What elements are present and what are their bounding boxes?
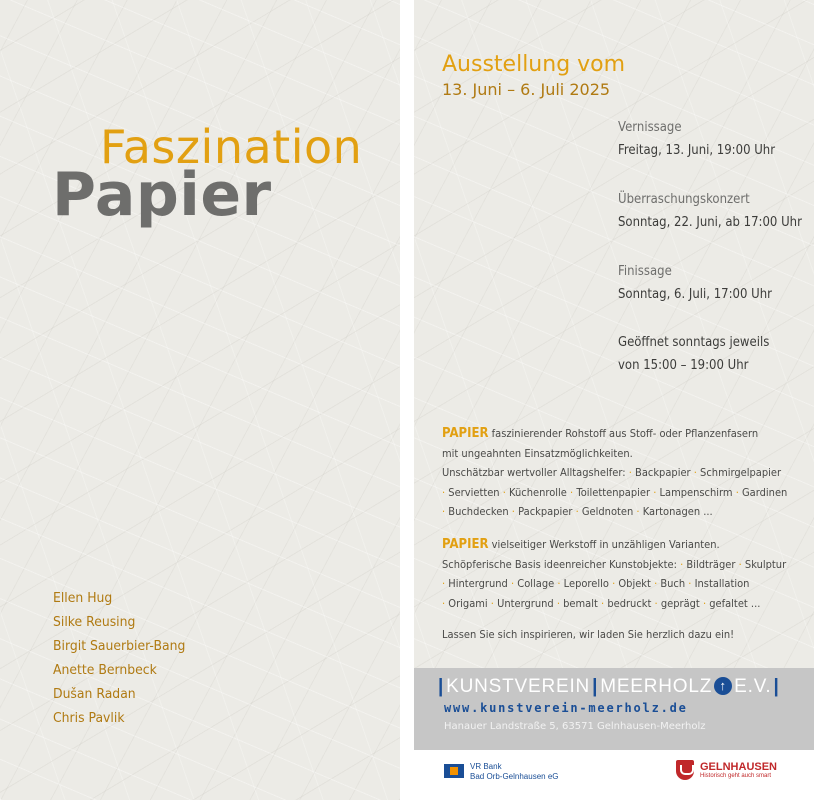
event-date: Sonntag, 22. Juni, ab 17:00 Uhr (618, 215, 802, 230)
artist-name: Ellen Hug (53, 590, 113, 606)
exhibition-heading: Ausstellung vom (442, 52, 626, 77)
artist-name: Dušan Radan (53, 686, 136, 702)
event-date: Sonntag, 6. Juli, 17:00 Uhr (618, 287, 772, 302)
title-faszination: Faszination (100, 120, 363, 174)
list-item: Hintergrund (448, 577, 508, 590)
list-item: Objekt (618, 577, 651, 590)
gelnhausen-logo (676, 760, 777, 780)
title-papier: Papier (52, 160, 272, 230)
website-link[interactable]: www.kunstverein-meerholz.de (444, 701, 688, 715)
list-item: bedruckt (607, 596, 652, 610)
list-item: gefaltet ... (709, 596, 761, 610)
list-item: Lampenschirm (659, 485, 733, 499)
paragraph-werkstoff: PAPIER vielseitiger Werkstoff in unzähligen Varianten. Schöpferische Basis ideenreicher Kunstobjekte: · Bildträger · Skulptur · Hintergrund · Collage · Leporello · Objekt · Buch · Installation · Origami · Untergrund · bemalt · bedruckt · geprägt · gefaltet ... (442, 537, 787, 610)
list-item: Bildträger (686, 557, 736, 571)
list-item: Servietten (448, 485, 500, 499)
cover-panel (0, 0, 400, 800)
vr-bank-icon (444, 764, 464, 778)
list-item: Geldnoten (581, 505, 634, 518)
list-item: Untergrund (497, 596, 554, 610)
artist-name: Silke Reusing (53, 614, 136, 630)
keyword-papier: PAPIER (442, 426, 489, 441)
list-item: Installation (694, 577, 750, 590)
bank-name: VR Bank (470, 762, 502, 771)
event-label: Überraschungskonzert (618, 192, 750, 207)
list-item: Küchenrolle (509, 485, 567, 499)
paragraph-text: vielseitiger Werkstoff in unzähligen Varianten. (491, 538, 720, 551)
logo-text: MEERHOLZ (600, 676, 713, 697)
town-tagline: Historisch geht auch smart (700, 773, 772, 779)
list-item: Backpapier (635, 466, 691, 479)
logo-text: KUNSTVEREIN (446, 676, 591, 697)
info-panel (414, 0, 814, 800)
list-item: Kartonagen ... (642, 505, 713, 518)
list-item: Leporello (563, 577, 609, 590)
sponsor-bar (414, 750, 814, 800)
list-item: Skulptur (744, 557, 787, 571)
exhibition-dates: 13. Juni – 6. Juli 2025 (442, 80, 611, 99)
list-item: Collage (517, 577, 555, 590)
opening-line: Geöffnet sonntags jeweils (618, 335, 770, 350)
list-item: Toilettenpapier (576, 485, 651, 499)
bank-name-sub: Bad Orb-Gelnhausen eG (470, 771, 559, 781)
logo-text: E.V. (734, 676, 772, 697)
paragraph-text: mit ungeahnten Einsatzmöglichkeiten. (442, 446, 633, 460)
paragraph-text: Schöpferische Basis ideenreicher Kunstobjekte: (442, 557, 677, 571)
paragraph-rohstoff: PAPIER faszinierender Rohstoff aus Stoff- oder Pflanzenfasern mit ungeahnten Einsatzmöglichkeiten. Unschätzbar wertvoller Alltagshelfer: · Backpapier · Schmirgelpapier · Servietten · Küchenrolle · Toilettenpapier · Lampenschirm · Gardinen · Buchdecken · Packpapier · Geldnoten · Kartonagen ... (442, 426, 788, 518)
event-date: Freitag, 13. Juni, 19:00 Uhr (618, 143, 776, 158)
artist-name: Birgit Sauerbier-Bang (53, 638, 186, 654)
list-item: Origami (448, 596, 488, 610)
invitation-text: Lassen Sie sich inspirieren, wir laden Sie herzlich dazu ein! (442, 628, 735, 641)
arrow-up-icon: ↑ (714, 677, 732, 695)
event-finissage (618, 264, 772, 302)
artist-name: Chris Pavlik (53, 710, 125, 726)
list-item: Buch (660, 577, 686, 590)
event-label: Vernissage (618, 120, 682, 135)
paragraph-text: faszinierender Rohstoff aus Stoff- oder Pflanzenfasern (491, 427, 759, 440)
shield-icon (676, 760, 694, 780)
paragraph-text: Unschätzbar wertvoller Alltagshelfer: (442, 466, 626, 479)
kunstverein-logo: | KUNSTVEREIN | MEERHOLZ ↑ E.V. | (438, 676, 780, 697)
opening-hours (618, 335, 769, 373)
list-item: Gardinen (742, 485, 788, 499)
list-item: bemalt (563, 596, 598, 610)
list-item: geprägt (660, 596, 700, 610)
list-item: Buchdecken (448, 505, 509, 518)
address: Hanauer Landstraße 5, 63571 Gelnhausen-Meerholz (444, 721, 706, 732)
town-name: GELNHAUSEN (700, 761, 778, 773)
artist-name: Anette Bernbeck (53, 662, 157, 678)
list-item: Schmirgelpapier (700, 466, 782, 479)
keyword-papier: PAPIER (442, 537, 489, 552)
kunstverein-footer (414, 668, 814, 750)
event-label: Finissage (618, 264, 672, 279)
opening-time: von 15:00 – 19:00 Uhr (618, 358, 749, 373)
artist-list (53, 588, 197, 732)
list-item: Packpapier (518, 505, 573, 518)
event-vernissage (618, 120, 775, 158)
vr-bank-logo (444, 762, 559, 781)
event-concert (618, 192, 802, 230)
